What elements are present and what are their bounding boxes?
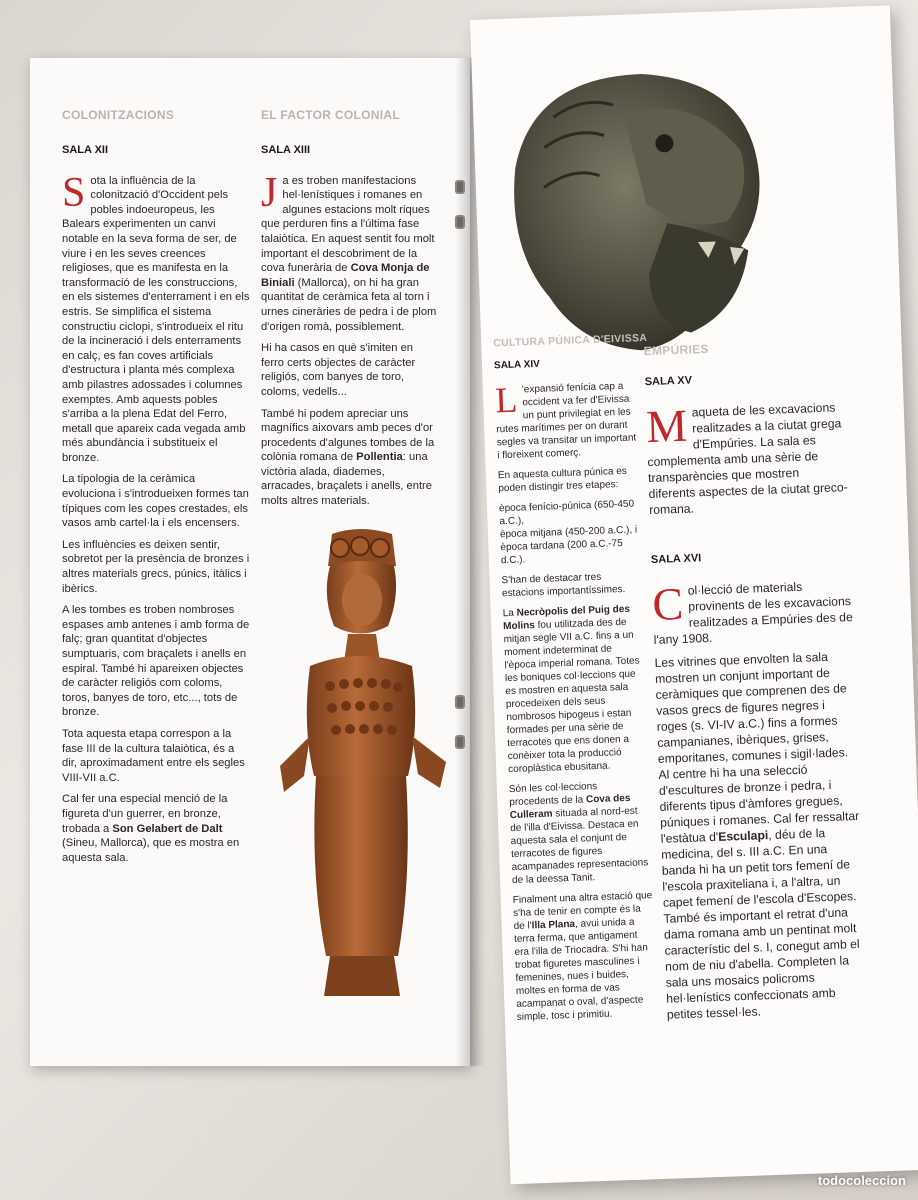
paragraph-text: situada al nord-est de l'illa d'Eivissa. Destaca en aquesta sala el conjunt de terracotes de figures acampanades representacions de la deessa Tanit. [510,805,649,887]
era-item: època mitjana (450-200 a.C.), i [499,524,638,541]
paragraph [261,169,439,335]
paragraph [654,648,867,1023]
paragraph [495,379,638,462]
section-heading-empories: EMPÚRIES [643,341,709,359]
terracotta-figurine-image [270,526,450,1006]
binding-ring [455,735,465,749]
emphasis: Cova des Culleram [509,792,631,822]
paragraph-text: , avui unida a terra ferma, que antigament era l'illa de Triocadra. S'hi han trobat figuretes masculines i femenines, nues i buides, moltes en forma de vas acampanat o oval, d'aspecte simple, tosc i primitiu. [513,916,649,1023]
binding-ring [455,695,465,709]
section-heading-cultura-punica: CULTURA PÚNICA D'EIVISSA [493,332,648,350]
paragraph-text: a es troben manifestacions hel·lenístiques i romanes en algunes estacions molt riques que perduren fins a l'última fase talaiòtica. En aquest sentit fou molt important el descobriment de la cova funerària de [261,174,435,275]
drop-cap: C [651,577,685,630]
sala-heading: SALA XII [62,144,109,156]
paragraph-text: aqueta de les excavacions realitzades a la ciutat grega d'Empúries. La sala es complementa amb una sèrie de transparències que mostren diferents aspectes de la ciutat greco-romana. [647,400,848,518]
drop-cap: M [645,399,689,453]
column-sala-xiii [261,143,439,516]
paragraph-text: La [502,607,517,620]
paragraph [62,792,250,865]
paragraph-text: fou utilitzada des de mitjan segle VII a.C. fins a un moment indeterminat de l'època imperial romana. Totes les boniques col·leccions que es mostren en aquesta sala procedeixen dels seus nombrosos hipogeus i estan formades per una sèrie de terracotes que ens donen a conèixer tota la producció coroplàstica ebusitana. [503,616,640,776]
column-sala-xiv [494,354,657,1030]
paragraph [646,399,850,518]
paragraph-text: (Mallorca), on hi ha gran quantitat de ceràmica feta al torn i urnes cineràries de pedra i de plom d'origen romà, possiblement. [261,276,437,333]
paragraph-text: Cal fer una especial menció de la figureta d'un guerrer, en bronze, trobada a [62,793,228,835]
drop-cap: S [62,169,86,216]
paragraph [503,602,649,776]
binding-ring [455,180,465,194]
emphasis: Son Gelabert de Dalt [112,822,223,835]
right-page [470,5,918,1184]
paragraph: La tipologia de la ceràmica evoluciona i s'introdueixen formes tan típiques com les copes crestades, els vasos amb cartel·la i els encensers. [62,473,249,530]
column-sala-xii [62,143,250,872]
paragraph-text: , déu de la medicina, del s. III a.C. En una banda hi ha un petit tors femení de l'escola praxiteliana i, a l'altra, un capet femení de l'escola d'Escopes. També és important el retrat d'una dama romana amb un pentinat molt característic del s. I, conegut amb el nom de niu d'abella. Completen la sala uns mosaics policroms hel·lenístics confeccionats amb petites tessel·les. [661,826,860,1022]
paragraph-text: Finalment una altra estació que s'ha de tenir en compte és la de l' [512,890,653,933]
era-item: època fenício-púnica (650-450 a.C.), [498,498,635,528]
paragraph: S'han de destacar tres estacions importantíssimes. [501,571,626,600]
paragraph-text: També hi podem apreciar uns magnífics aixovars amb peces d'or procedents d'algunes tombes de la colònia romana de [261,407,435,464]
paragraph [513,889,657,1024]
emphasis: Illa Plana [531,918,576,932]
paragraph: A les tombes es troben nombroses espases amb antenes i amb forma de falç; gran quantitat d'objectes sumptuaris, com braçalets i anells en espiral. També hi apareixen objectes de caràcter religiós com coloms, toros, banyes de toro, etc..., tots de bronze. [62,604,250,719]
paragraph: Les influències es deixen sentir, sobretot per la presència de bronzes i altres materials grecs, púnics, itàlics i ibèrics. [62,538,250,595]
paragraph [62,169,250,466]
left-page [30,58,470,1066]
paragraph [261,407,439,509]
paragraph-text: Les vitrines que envolten la sala mostren un conjunt important de ceràmiques que comprenen des de vasos grecs de figures negres i roges (s. VI-IV a.C.) fins a formes campanianes, ibèriques, grises, emporitanes, comunes i sigil·lades. Al centre hi ha una selecció d'escultures de bronze i pedra, i diferents tipus d'àmfores gregues, púniques i romanes. Cal fer ressaltar l'estàtua d' [654,649,860,846]
emphasis: Esculapi [717,828,769,844]
drop-cap: J [261,169,278,216]
emphasis: Cova Monja de Biniali [261,262,430,289]
sala-heading: SALA XIV [493,358,540,372]
binding-ring [455,215,465,229]
paragraph: Hi ha casos en què s'imiten en ferro certs objectes de caràcter religiós, com banyes de toro, coloms, vedells... [261,342,416,398]
bronze-lion-head-image [491,50,771,359]
paragraph-text: (Sineu, Mallorca), que es mostra en aquesta sala. [62,837,240,864]
paragraph-text: Són les col·leccions procedents de la [508,781,598,809]
sala-heading: SALA XV [644,374,693,389]
emphasis: Pollentia [356,451,403,464]
paragraph [509,778,653,887]
section-heading-factor-colonial: EL FACTOR COLONIAL [261,108,400,122]
paragraph [652,577,854,648]
sala-heading: SALA XVI [650,552,702,567]
column-sala-xv-xvi [644,367,867,1030]
era-item: època tardana (200 a.C.-75 d.C.). [500,537,623,567]
paragraph: Tota aquesta etapa correspon a la fase III de la cultura talaiòtica, és a dir, aproximadament entre els segles VIII-VII a.C. [62,727,245,784]
paragraph-text: ol·lecció de materials provinents de les excavacions realitzades a Empúries des de l'any 1908. [653,579,853,647]
sala-heading: SALA XIII [261,144,311,156]
emphasis: Necròpolis del Puig des Molins [503,603,631,633]
drop-cap: L [494,379,518,421]
watermark: todocoleccion [817,1173,906,1188]
paragraph-text: 'expansió fenícia cap a occident va fer d'Eivissa un punt privilegiat en les rutes marítimes per on durant segles va transitar un important i floreixent comerç. [496,380,637,462]
paragraph-text: : una victòria alada, diademes, arracades, braçalets i anells, entre molts altres materials. [261,451,433,508]
paragraph: En aquesta cultura púnica es poden distingir tres etapes: [497,465,628,495]
era-list [499,497,641,567]
paragraph-text: ota la influència de la colonització d'Occident pels pobles indoeuropeus, les Balears experimenten un canvi notable en la seva forma de ser, de viure i en les seves creences religioses, que es manifesta en la transformació de les construccions, en els sistemes d'enterrament i en els estris. Se simplifica el sistema constructiu ciclopi, s'introdueix el ritu de la incineració i dels enterraments en calç, es fan coves artificials d'estructura i planta més complexa amb pilastres adossades i columnes exemptes. Amb aquests pobles s'arriba a la plena Edat del Ferro, metall que apareix cada vegada amb més abundància i substitueix el bronze. [62,174,250,464]
section-heading-colonitzacions: COLONITZACIONS [62,108,175,122]
